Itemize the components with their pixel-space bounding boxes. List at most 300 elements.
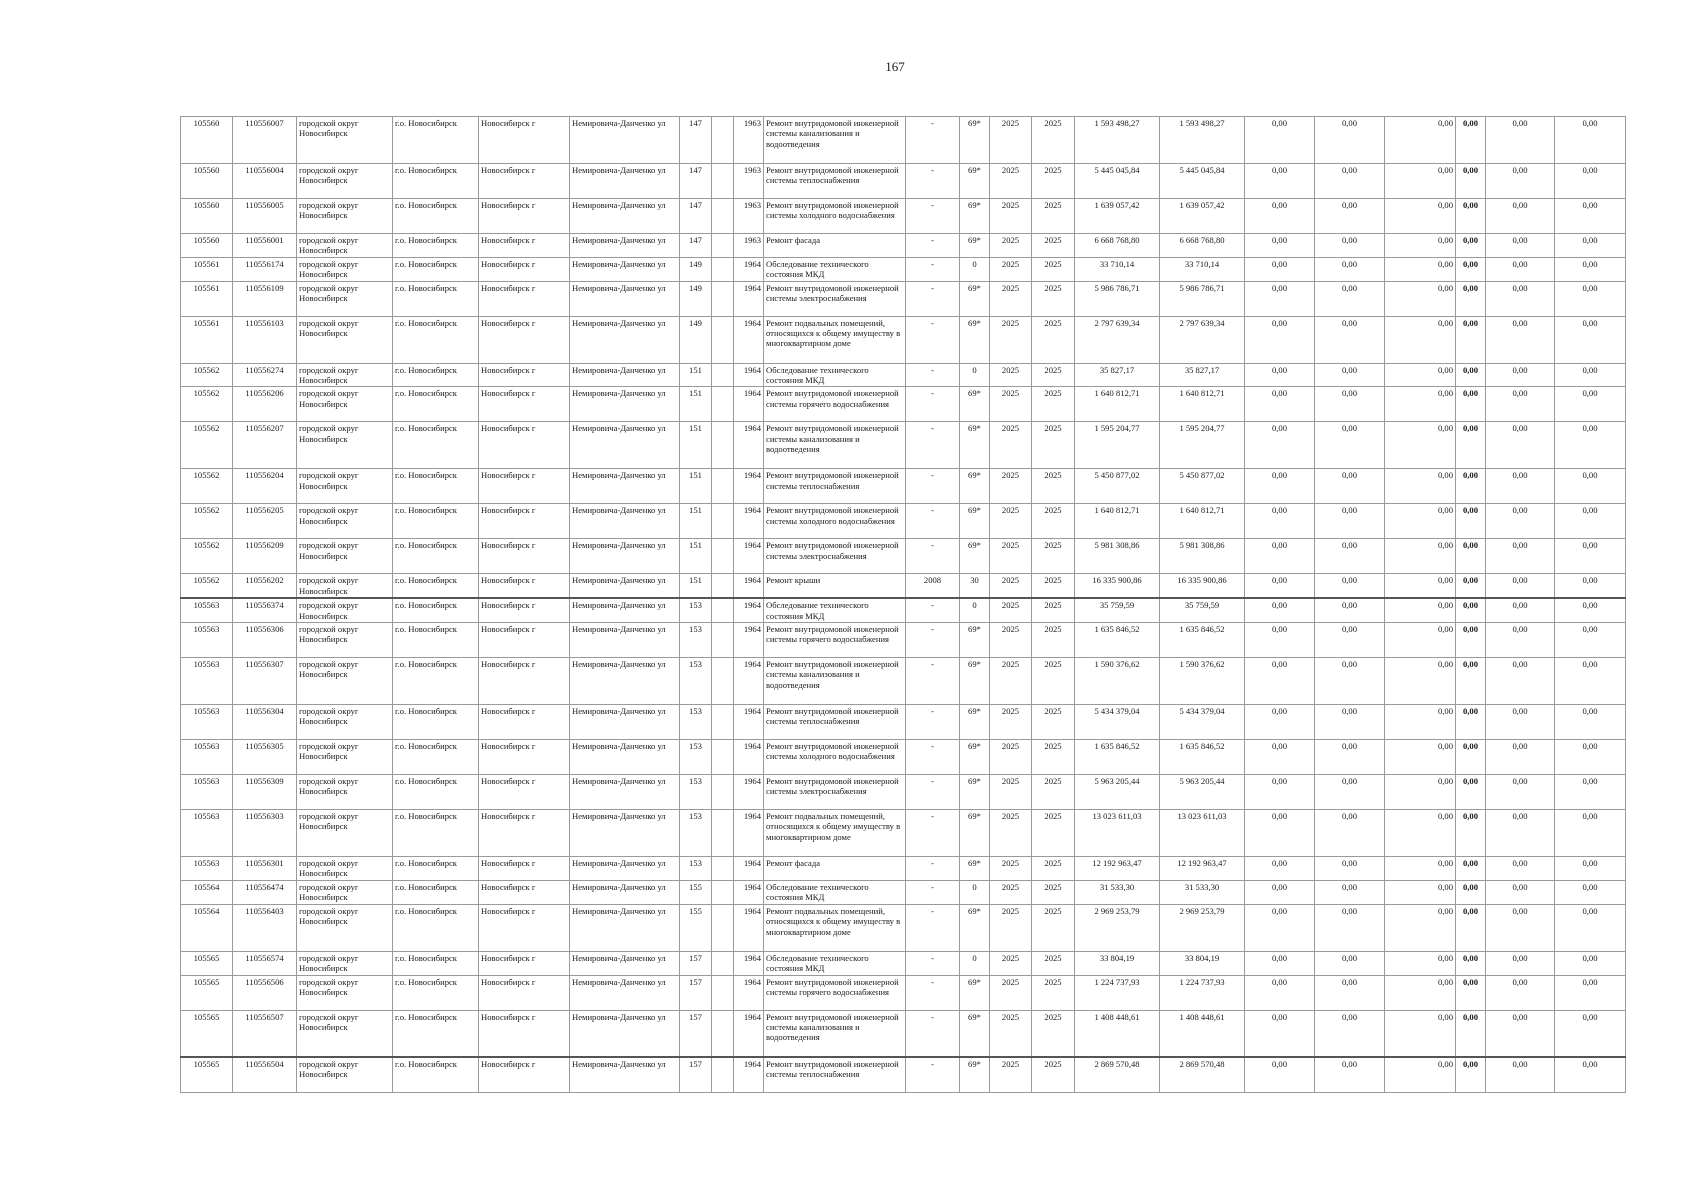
municipality-cell: городской округ Новосибирск [297,623,393,658]
empty-cell [712,504,734,539]
house-id-cell: 105563 [181,810,233,857]
work-type-cell: Обследование технического состояния МКД [764,257,906,281]
empty-cell [712,880,734,904]
city-district-cell: г.о. Новосибирск [393,199,479,234]
service-term-cell: 0 [960,880,990,904]
street-cell: Немировича-Данченко ул [570,117,680,164]
fund-1-cell: 0,00 [1245,951,1315,975]
fund-6-cell: 0,00 [1555,234,1626,258]
empty-cell [712,775,734,810]
service-term-cell: 69* [960,422,990,469]
plan-start-year-cell: 2025 [990,504,1032,539]
work-code-cell: 110556103 [233,316,297,363]
table-row [181,740,1626,775]
cost-total-cell: 35 759,59 [1160,598,1245,622]
fund-3-cell: 0,00 [1385,598,1456,622]
cost-total-cell: 5 445 045,84 [1160,164,1245,199]
build-year-cell: 1964 [734,775,764,810]
table-row [181,574,1626,598]
house-number-cell: 153 [680,623,712,658]
municipality-cell: городской округ Новосибирск [297,257,393,281]
build-year-cell: 1964 [734,316,764,363]
cost-cell: 1 595 204,77 [1075,422,1160,469]
house-id-cell: 105563 [181,623,233,658]
last-repair-year-cell: - [906,857,960,881]
street-cell: Немировича-Данченко ул [570,975,680,1010]
house-id-cell: 105564 [181,904,233,951]
street-cell: Немировича-Данченко ул [570,574,680,598]
fund-4-cell: 0,00 [1456,740,1486,775]
cost-cell: 13 023 611,03 [1075,810,1160,857]
cost-total-cell: 2 969 253,79 [1160,904,1245,951]
city-district-cell: г.о. Новосибирск [393,810,479,857]
cost-total-cell: 5 963 205,44 [1160,775,1245,810]
table-row [181,904,1626,951]
fund-3-cell: 0,00 [1385,281,1456,316]
build-year-cell: 1963 [734,199,764,234]
fund-6-cell: 0,00 [1555,1010,1626,1057]
house-number-cell: 153 [680,658,712,705]
fund-6-cell: 0,00 [1555,574,1626,598]
locality-cell: Новосибирск г [479,623,570,658]
work-code-cell: 110556202 [233,574,297,598]
fund-1-cell: 0,00 [1245,199,1315,234]
locality-cell: Новосибирск г [479,880,570,904]
cost-total-cell: 1 635 846,52 [1160,740,1245,775]
plan-end-year-cell: 2025 [1032,1057,1075,1092]
last-repair-year-cell: - [906,810,960,857]
work-type-cell: Ремонт внутридомовой инженерной системы горячего водоснабжения [764,387,906,422]
cost-cell: 5 981 308,86 [1075,539,1160,574]
street-cell: Немировича-Данченко ул [570,469,680,504]
municipality-cell: городской округ Новосибирск [297,504,393,539]
work-code-cell: 110556309 [233,775,297,810]
fund-4-cell: 0,00 [1456,880,1486,904]
work-code-cell: 110556206 [233,387,297,422]
last-repair-year-cell: - [906,880,960,904]
work-code-cell: 110556574 [233,951,297,975]
table-row [181,234,1626,258]
fund-1-cell: 0,00 [1245,387,1315,422]
fund-3-cell: 0,00 [1385,775,1456,810]
empty-cell [712,117,734,164]
fund-2-cell: 0,00 [1315,598,1385,622]
fund-5-cell: 0,00 [1486,504,1555,539]
service-term-cell: 69* [960,117,990,164]
fund-4-cell: 0,00 [1456,623,1486,658]
locality-cell: Новосибирск г [479,199,570,234]
plan-end-year-cell: 2025 [1032,810,1075,857]
fund-1-cell: 0,00 [1245,422,1315,469]
house-number-cell: 147 [680,117,712,164]
fund-1-cell: 0,00 [1245,164,1315,199]
street-cell: Немировича-Данченко ул [570,1057,680,1092]
street-cell: Немировича-Данченко ул [570,539,680,574]
house-number-cell: 157 [680,975,712,1010]
fund-2-cell: 0,00 [1315,810,1385,857]
work-type-cell: Обследование технического состояния МКД [764,951,906,975]
fund-1-cell: 0,00 [1245,1057,1315,1092]
work-type-cell: Обследование технического состояния МКД [764,363,906,387]
build-year-cell: 1964 [734,975,764,1010]
last-repair-year-cell: - [906,740,960,775]
cost-cell: 1 640 812,71 [1075,504,1160,539]
last-repair-year-cell: - [906,504,960,539]
house-number-cell: 149 [680,281,712,316]
street-cell: Немировича-Данченко ул [570,387,680,422]
house-number-cell: 157 [680,1010,712,1057]
cost-total-cell: 2 797 639,34 [1160,316,1245,363]
fund-4-cell: 0,00 [1456,975,1486,1010]
work-type-cell: Ремонт подвальных помещений, относящихся к общему имуществу в многоквартирном доме [764,316,906,363]
table-row [181,164,1626,199]
work-type-cell: Ремонт внутридомовой инженерной системы теплоснабжения [764,164,906,199]
fund-6-cell: 0,00 [1555,164,1626,199]
work-code-cell: 110556474 [233,880,297,904]
cost-cell: 2 869 570,48 [1075,1057,1160,1092]
build-year-cell: 1964 [734,951,764,975]
plan-end-year-cell: 2025 [1032,199,1075,234]
fund-4-cell: 0,00 [1456,387,1486,422]
empty-cell [712,574,734,598]
house-id-cell: 105562 [181,422,233,469]
fund-6-cell: 0,00 [1555,363,1626,387]
table-row [181,363,1626,387]
cost-total-cell: 13 023 611,03 [1160,810,1245,857]
work-type-cell: Ремонт крыши [764,574,906,598]
work-type-cell: Ремонт внутридомовой инженерной системы канализования и водоотведения [764,1010,906,1057]
locality-cell: Новосибирск г [479,363,570,387]
cost-cell: 33 710,14 [1075,257,1160,281]
city-district-cell: г.о. Новосибирск [393,387,479,422]
fund-1-cell: 0,00 [1245,598,1315,622]
fund-5-cell: 0,00 [1486,387,1555,422]
fund-5-cell: 0,00 [1486,658,1555,705]
work-code-cell: 110556304 [233,705,297,740]
municipality-cell: городской округ Новосибирск [297,904,393,951]
work-code-cell: 110556307 [233,658,297,705]
fund-4-cell: 0,00 [1456,234,1486,258]
cost-total-cell: 6 668 768,80 [1160,234,1245,258]
fund-3-cell: 0,00 [1385,257,1456,281]
fund-4-cell: 0,00 [1456,574,1486,598]
build-year-cell: 1964 [734,658,764,705]
locality-cell: Новосибирск г [479,1010,570,1057]
fund-3-cell: 0,00 [1385,623,1456,658]
last-repair-year-cell: - [906,281,960,316]
fund-5-cell: 0,00 [1486,1057,1555,1092]
city-district-cell: г.о. Новосибирск [393,363,479,387]
build-year-cell: 1964 [734,387,764,422]
city-district-cell: г.о. Новосибирск [393,951,479,975]
fund-6-cell: 0,00 [1555,199,1626,234]
plan-start-year-cell: 2025 [990,469,1032,504]
house-id-cell: 105561 [181,257,233,281]
municipality-cell: городской округ Новосибирск [297,975,393,1010]
fund-5-cell: 0,00 [1486,199,1555,234]
city-district-cell: г.о. Новосибирск [393,422,479,469]
empty-cell [712,234,734,258]
plan-start-year-cell: 2025 [990,775,1032,810]
cost-cell: 2 969 253,79 [1075,904,1160,951]
cost-total-cell: 5 986 786,71 [1160,281,1245,316]
table-row [181,539,1626,574]
plan-end-year-cell: 2025 [1032,904,1075,951]
table-row [181,422,1626,469]
fund-1-cell: 0,00 [1245,469,1315,504]
city-district-cell: г.о. Новосибирск [393,598,479,622]
house-number-cell: 151 [680,422,712,469]
cost-cell: 5 434 379,04 [1075,705,1160,740]
fund-2-cell: 0,00 [1315,199,1385,234]
plan-start-year-cell: 2025 [990,598,1032,622]
plan-start-year-cell: 2025 [990,1010,1032,1057]
fund-6-cell: 0,00 [1555,904,1626,951]
fund-6-cell: 0,00 [1555,387,1626,422]
plan-end-year-cell: 2025 [1032,598,1075,622]
municipality-cell: городской округ Новосибирск [297,740,393,775]
work-code-cell: 110556207 [233,422,297,469]
fund-4-cell: 0,00 [1456,117,1486,164]
house-id-cell: 105562 [181,469,233,504]
city-district-cell: г.о. Новосибирск [393,234,479,258]
city-district-cell: г.о. Новосибирск [393,658,479,705]
work-code-cell: 110556174 [233,257,297,281]
house-number-cell: 157 [680,1057,712,1092]
table-row [181,199,1626,234]
table-row [181,623,1626,658]
fund-4-cell: 0,00 [1456,422,1486,469]
municipality-cell: городской округ Новосибирск [297,539,393,574]
service-term-cell: 0 [960,951,990,975]
fund-3-cell: 0,00 [1385,539,1456,574]
table-row [181,1057,1626,1092]
work-type-cell: Обследование технического состояния МКД [764,880,906,904]
street-cell: Немировича-Данченко ул [570,623,680,658]
fund-3-cell: 0,00 [1385,975,1456,1010]
fund-2-cell: 0,00 [1315,164,1385,199]
fund-6-cell: 0,00 [1555,281,1626,316]
table-row [181,975,1626,1010]
fund-5-cell: 0,00 [1486,316,1555,363]
build-year-cell: 1964 [734,257,764,281]
house-number-cell: 149 [680,316,712,363]
build-year-cell: 1964 [734,705,764,740]
fund-2-cell: 0,00 [1315,539,1385,574]
table-row [181,387,1626,422]
municipality-cell: городской округ Новосибирск [297,880,393,904]
cost-cell: 33 804,19 [1075,951,1160,975]
fund-2-cell: 0,00 [1315,363,1385,387]
fund-3-cell: 0,00 [1385,857,1456,881]
locality-cell: Новосибирск г [479,975,570,1010]
fund-2-cell: 0,00 [1315,951,1385,975]
work-code-cell: 110556274 [233,363,297,387]
fund-6-cell: 0,00 [1555,975,1626,1010]
plan-start-year-cell: 2025 [990,422,1032,469]
work-code-cell: 110556306 [233,623,297,658]
house-id-cell: 105560 [181,234,233,258]
fund-6-cell: 0,00 [1555,598,1626,622]
house-id-cell: 105562 [181,504,233,539]
house-number-cell: 147 [680,199,712,234]
fund-1-cell: 0,00 [1245,740,1315,775]
city-district-cell: г.о. Новосибирск [393,1010,479,1057]
municipality-cell: городской округ Новосибирск [297,658,393,705]
work-type-cell: Ремонт внутридомовой инженерной системы теплоснабжения [764,469,906,504]
house-id-cell: 105560 [181,117,233,164]
plan-end-year-cell: 2025 [1032,880,1075,904]
service-term-cell: 69* [960,975,990,1010]
cost-cell: 12 192 963,47 [1075,857,1160,881]
street-cell: Немировича-Данченко ул [570,810,680,857]
house-id-cell: 105560 [181,164,233,199]
build-year-cell: 1964 [734,574,764,598]
locality-cell: Новосибирск г [479,164,570,199]
house-id-cell: 105565 [181,951,233,975]
fund-1-cell: 0,00 [1245,257,1315,281]
cost-cell: 31 533,30 [1075,880,1160,904]
plan-start-year-cell: 2025 [990,387,1032,422]
city-district-cell: г.о. Новосибирск [393,623,479,658]
cost-cell: 2 797 639,34 [1075,316,1160,363]
cost-cell: 1 590 376,62 [1075,658,1160,705]
table-row [181,1010,1626,1057]
build-year-cell: 1964 [734,857,764,881]
locality-cell: Новосибирск г [479,539,570,574]
fund-6-cell: 0,00 [1555,705,1626,740]
locality-cell: Новосибирск г [479,598,570,622]
street-cell: Немировича-Данченко ул [570,504,680,539]
house-id-cell: 105563 [181,740,233,775]
fund-6-cell: 0,00 [1555,658,1626,705]
empty-cell [712,1057,734,1092]
work-type-cell: Ремонт внутридомовой инженерной системы канализования и водоотведения [764,658,906,705]
fund-6-cell: 0,00 [1555,857,1626,881]
fund-4-cell: 0,00 [1456,363,1486,387]
fund-6-cell: 0,00 [1555,117,1626,164]
work-type-cell: Ремонт внутридомовой инженерной системы горячего водоснабжения [764,975,906,1010]
fund-6-cell: 0,00 [1555,775,1626,810]
fund-4-cell: 0,00 [1456,164,1486,199]
work-code-cell: 110556005 [233,199,297,234]
city-district-cell: г.о. Новосибирск [393,281,479,316]
fund-5-cell: 0,00 [1486,1010,1555,1057]
last-repair-year-cell: - [906,598,960,622]
house-id-cell: 105562 [181,363,233,387]
house-number-cell: 151 [680,363,712,387]
cost-total-cell: 1 593 498,27 [1160,117,1245,164]
city-district-cell: г.о. Новосибирск [393,904,479,951]
city-district-cell: г.о. Новосибирск [393,539,479,574]
last-repair-year-cell: 2008 [906,574,960,598]
house-number-cell: 153 [680,740,712,775]
work-code-cell: 110556004 [233,164,297,199]
plan-end-year-cell: 2025 [1032,857,1075,881]
cost-cell: 5 445 045,84 [1075,164,1160,199]
fund-6-cell: 0,00 [1555,810,1626,857]
municipality-cell: городской округ Новосибирск [297,598,393,622]
work-code-cell: 110556301 [233,857,297,881]
work-code-cell: 110556204 [233,469,297,504]
service-term-cell: 0 [960,598,990,622]
street-cell: Немировича-Данченко ул [570,740,680,775]
fund-4-cell: 0,00 [1456,539,1486,574]
table-row [181,658,1626,705]
last-repair-year-cell: - [906,951,960,975]
build-year-cell: 1964 [734,740,764,775]
city-district-cell: г.о. Новосибирск [393,740,479,775]
table-row [181,281,1626,316]
last-repair-year-cell: - [906,164,960,199]
fund-2-cell: 0,00 [1315,904,1385,951]
cost-total-cell: 1 595 204,77 [1160,422,1245,469]
build-year-cell: 1963 [734,117,764,164]
cost-total-cell: 1 408 448,61 [1160,1010,1245,1057]
service-term-cell: 69* [960,387,990,422]
street-cell: Немировича-Данченко ул [570,775,680,810]
fund-5-cell: 0,00 [1486,975,1555,1010]
street-cell: Немировича-Данченко ул [570,857,680,881]
fund-3-cell: 0,00 [1385,574,1456,598]
cost-cell: 35 759,59 [1075,598,1160,622]
locality-cell: Новосибирск г [479,234,570,258]
street-cell: Немировича-Данченко ул [570,880,680,904]
cost-cell: 16 335 900,86 [1075,574,1160,598]
service-term-cell: 69* [960,281,990,316]
plan-start-year-cell: 2025 [990,658,1032,705]
cost-cell: 1 224 737,93 [1075,975,1160,1010]
fund-4-cell: 0,00 [1456,951,1486,975]
cost-cell: 6 668 768,80 [1075,234,1160,258]
municipality-cell: городской округ Новосибирск [297,951,393,975]
plan-end-year-cell: 2025 [1032,1010,1075,1057]
fund-2-cell: 0,00 [1315,1010,1385,1057]
street-cell: Немировича-Данченко ул [570,316,680,363]
last-repair-year-cell: - [906,775,960,810]
cost-cell: 1 639 057,42 [1075,199,1160,234]
table-row [181,598,1626,622]
street-cell: Немировича-Данченко ул [570,598,680,622]
fund-2-cell: 0,00 [1315,1057,1385,1092]
city-district-cell: г.о. Новосибирск [393,705,479,740]
fund-5-cell: 0,00 [1486,705,1555,740]
municipality-cell: городской округ Новосибирск [297,387,393,422]
fund-6-cell: 0,00 [1555,880,1626,904]
plan-start-year-cell: 2025 [990,951,1032,975]
street-cell: Немировича-Данченко ул [570,363,680,387]
plan-start-year-cell: 2025 [990,316,1032,363]
municipality-cell: городской округ Новосибирск [297,316,393,363]
work-type-cell: Ремонт внутридомовой инженерной системы канализования и водоотведения [764,117,906,164]
work-code-cell: 110556506 [233,975,297,1010]
empty-cell [712,975,734,1010]
plan-start-year-cell: 2025 [990,904,1032,951]
work-code-cell: 110556001 [233,234,297,258]
fund-2-cell: 0,00 [1315,574,1385,598]
street-cell: Немировича-Данченко ул [570,281,680,316]
fund-3-cell: 0,00 [1385,740,1456,775]
municipality-cell: городской округ Новосибирск [297,164,393,199]
city-district-cell: г.о. Новосибирск [393,857,479,881]
city-district-cell: г.о. Новосибирск [393,975,479,1010]
fund-2-cell: 0,00 [1315,281,1385,316]
fund-1-cell: 0,00 [1245,574,1315,598]
municipality-cell: городской округ Новосибирск [297,422,393,469]
fund-2-cell: 0,00 [1315,387,1385,422]
fund-2-cell: 0,00 [1315,117,1385,164]
cost-total-cell: 35 827,17 [1160,363,1245,387]
